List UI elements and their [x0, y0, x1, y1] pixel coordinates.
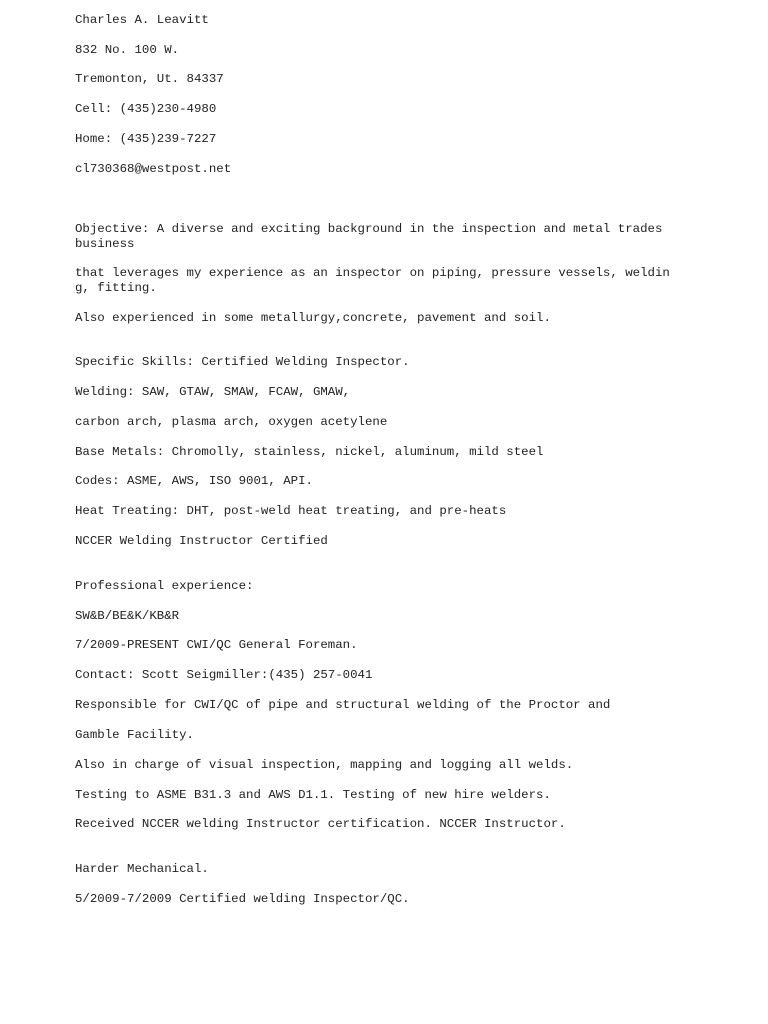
- contact-home: Home: (435)239-7227: [75, 132, 217, 146]
- job1-duty-2: Also in charge of visual inspection, mapping and logging all welds.: [75, 758, 574, 772]
- objective-line-2: that leverages my experience as an inspector on piping, pressure vessels, weldin: [75, 266, 670, 280]
- contact-cell: Cell: (435)230-4980: [75, 102, 217, 116]
- objective-line-3: Also experienced in some metallurgy,concrete, pavement and soil.: [75, 311, 551, 325]
- job1-duty-3: Testing to ASME B31.3 and AWS D1.1. Testing of new hire welders.: [75, 788, 551, 802]
- skills-heading: Specific Skills: Certified Welding Inspector.: [75, 355, 410, 369]
- objective-line-1-wrap: business: [75, 237, 135, 251]
- skills-base-metals: Base Metals: Chromolly, stainless, nickel, aluminum, mild steel: [75, 445, 544, 459]
- job2-company: Harder Mechanical.: [75, 862, 209, 876]
- skills-heat-treating: Heat Treating: DHT, post-weld heat treating, and pre-heats: [75, 504, 507, 518]
- job1-company: SW&B/BE&K/KB&R: [75, 609, 180, 623]
- job1-title: 7/2009-PRESENT CWI/QC General Foreman.: [75, 638, 358, 652]
- skills-nccer: NCCER Welding Instructor Certified: [75, 534, 328, 548]
- objective-line-1: Objective: A diverse and exciting background in the inspection and metal trades: [75, 222, 663, 236]
- job1-duty-4: Received NCCER welding Instructor certification. NCCER Instructor.: [75, 817, 566, 831]
- job2-title: 5/2009-7/2009 Certified welding Inspector/QC.: [75, 892, 410, 906]
- skills-codes: Codes: ASME, AWS, ISO 9001, API.: [75, 474, 313, 488]
- objective-line-2-wrap: g, fitting.: [75, 281, 157, 295]
- contact-street: 832 No. 100 W.: [75, 43, 180, 57]
- contact-city: Tremonton, Ut. 84337: [75, 72, 224, 86]
- contact-name: Charles A. Leavitt: [75, 13, 209, 27]
- contact-email: cl730368@westpost.net: [75, 162, 232, 176]
- job1-duty-1-cont: Gamble Facility.: [75, 728, 194, 742]
- skills-welding: Welding: SAW, GTAW, SMAW, FCAW, GMAW,: [75, 385, 351, 399]
- experience-heading: Professional experience:: [75, 579, 254, 593]
- job1-contact: Contact: Scott Seigmiller:(435) 257-0041: [75, 668, 373, 682]
- job1-duty-1: Responsible for CWI/QC of pipe and structural welding of the Proctor and: [75, 698, 611, 712]
- skills-welding-cont: carbon arch, plasma arch, oxygen acetylene: [75, 415, 388, 429]
